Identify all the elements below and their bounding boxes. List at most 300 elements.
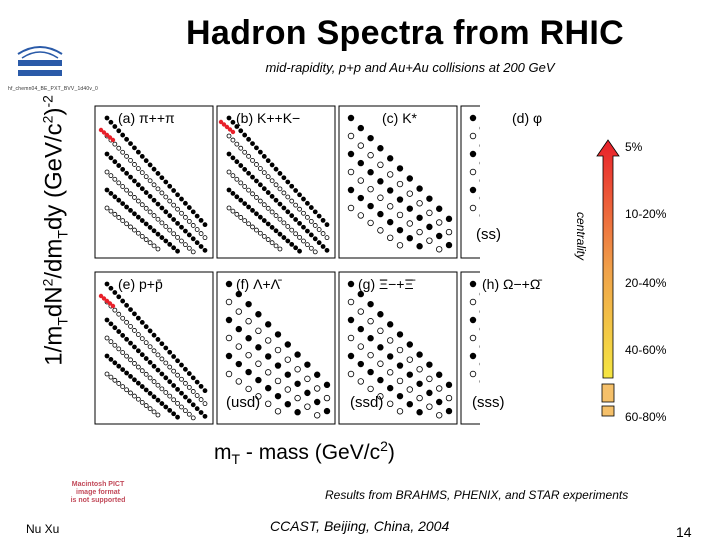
data-point — [239, 129, 243, 133]
data-point — [117, 347, 121, 351]
y-axis-label: $1/m_TdN^2/dm_Tdy$ $(GeV/c^2)^{-2}$ — [39, 95, 71, 366]
data-point — [368, 135, 374, 141]
data-point — [305, 243, 309, 247]
quark-content-h: (sss) — [472, 394, 505, 411]
data-point — [358, 361, 364, 367]
data-point — [243, 202, 247, 206]
data-point — [274, 198, 278, 202]
data-point — [109, 286, 113, 290]
data-point — [195, 380, 199, 384]
data-point — [290, 184, 294, 188]
data-point — [417, 215, 423, 221]
data-point — [203, 248, 207, 252]
data-point — [348, 281, 354, 287]
data-point — [436, 372, 442, 378]
data-point — [309, 246, 313, 250]
data-point — [164, 390, 168, 394]
data-point — [282, 191, 286, 195]
spectra-panels — [85, 100, 480, 440]
data-point — [368, 203, 374, 209]
data-point — [348, 187, 354, 193]
data-point — [309, 206, 313, 210]
data-point — [317, 214, 321, 218]
data-point — [407, 235, 413, 241]
data-point — [109, 340, 113, 344]
data-point — [109, 209, 113, 213]
data-point — [470, 115, 476, 121]
data-point — [136, 199, 140, 203]
data-point — [203, 414, 207, 418]
data-point — [176, 193, 180, 197]
data-point — [148, 407, 152, 411]
data-point — [251, 175, 255, 179]
data-point — [266, 238, 270, 242]
data-point — [203, 223, 207, 227]
data-point — [397, 332, 403, 338]
data-point — [247, 137, 251, 141]
data-point — [136, 381, 140, 385]
spectra-panel-b — [217, 106, 335, 258]
data-point — [121, 133, 125, 137]
data-point — [168, 242, 172, 246]
data-point — [358, 178, 364, 184]
data-point — [125, 337, 129, 341]
data-point — [266, 222, 270, 226]
pp-data-point — [111, 138, 115, 142]
spectra-panel-c — [339, 106, 457, 258]
data-point — [117, 312, 121, 316]
data-point — [172, 355, 176, 359]
data-point — [274, 244, 278, 248]
data-point — [290, 199, 294, 203]
data-point — [187, 219, 191, 223]
data-point — [113, 125, 117, 129]
panel-a-label: (a) π++π — [118, 110, 175, 126]
data-point — [172, 412, 176, 416]
data-point — [358, 291, 364, 297]
data-point — [187, 372, 191, 376]
data-point — [348, 169, 354, 175]
data-point — [285, 401, 291, 407]
data-point — [348, 335, 354, 341]
data-point — [378, 361, 384, 367]
data-point — [168, 199, 172, 203]
data-point — [183, 381, 187, 385]
data-point — [203, 236, 207, 240]
data-point — [156, 202, 160, 206]
data-point — [129, 158, 133, 162]
data-point — [140, 187, 144, 191]
data-point — [270, 179, 274, 183]
data-point — [187, 206, 191, 210]
data-point — [132, 312, 136, 316]
data-point — [397, 197, 403, 203]
data-point — [195, 407, 199, 411]
data-point — [140, 171, 144, 175]
data-point — [179, 211, 183, 215]
data-point — [256, 377, 262, 383]
data-point — [227, 188, 231, 192]
data-point — [348, 317, 354, 323]
data-point — [121, 167, 125, 171]
data-point — [179, 225, 183, 229]
data-point — [156, 413, 160, 417]
data-point — [125, 205, 129, 209]
data-point — [446, 408, 452, 414]
data-point — [132, 378, 136, 382]
data-point — [144, 404, 148, 408]
data-point — [286, 210, 290, 214]
data-point — [446, 229, 452, 235]
data-point — [195, 214, 199, 218]
data-point — [227, 206, 231, 210]
data-point — [231, 156, 235, 160]
data-point — [258, 215, 262, 219]
data-point — [251, 192, 255, 196]
pp-data-point — [231, 130, 235, 134]
data-point — [129, 391, 133, 395]
data-point — [140, 234, 144, 238]
data-point — [168, 228, 172, 232]
data-point — [270, 163, 274, 167]
data-point — [446, 395, 452, 401]
data-point — [387, 156, 393, 162]
data-point — [265, 385, 271, 391]
data-point — [105, 318, 109, 322]
data-point — [305, 376, 311, 382]
data-point — [470, 133, 476, 139]
data-point — [164, 210, 168, 214]
data-point — [270, 210, 274, 214]
data-point — [172, 384, 176, 388]
data-point — [247, 188, 251, 192]
data-point — [156, 398, 160, 402]
data-point — [314, 412, 320, 418]
data-point — [132, 179, 136, 183]
data-point — [298, 221, 302, 225]
data-point — [168, 214, 172, 218]
data-point — [164, 195, 168, 199]
panel-h-label: (h) Ω−+Ω̄ — [482, 276, 541, 292]
data-point — [305, 215, 309, 219]
data-point — [105, 372, 109, 376]
data-point — [109, 191, 113, 195]
data-point — [187, 385, 191, 389]
data-point — [117, 164, 121, 168]
data-point — [286, 180, 290, 184]
data-point — [358, 195, 364, 201]
data-point — [105, 206, 109, 210]
data-point — [368, 352, 374, 358]
data-point — [387, 204, 393, 210]
data-point — [231, 191, 235, 195]
data-point — [314, 399, 320, 405]
data-point — [144, 357, 148, 361]
svg-text:image format: image format — [76, 489, 120, 496]
data-point — [164, 224, 168, 228]
data-point — [417, 186, 423, 192]
data-point — [140, 219, 144, 223]
data-point — [358, 309, 364, 315]
data-point — [254, 162, 258, 166]
data-point — [160, 342, 164, 346]
data-point — [129, 374, 133, 378]
data-point — [117, 181, 121, 185]
data-point — [358, 125, 364, 131]
data-point — [294, 189, 298, 193]
data-point — [397, 242, 403, 248]
data-point — [358, 344, 364, 350]
data-point — [407, 176, 413, 182]
data-point — [176, 207, 180, 211]
data-point — [179, 391, 183, 395]
page-subtitle: mid-rapidity, p+p and Au+Au collisions at 200 GeV — [265, 60, 555, 75]
data-point — [254, 228, 258, 232]
data-point — [160, 176, 164, 180]
data-point — [129, 175, 133, 179]
data-point — [275, 347, 281, 353]
data-point — [172, 398, 176, 402]
data-point — [156, 171, 160, 175]
data-point — [164, 376, 168, 380]
data-point — [378, 328, 384, 334]
data-point — [191, 210, 195, 214]
data-point — [266, 206, 270, 210]
data-point — [314, 386, 320, 392]
data-point — [113, 378, 117, 382]
data-point — [274, 183, 278, 187]
data-point — [183, 367, 187, 371]
data-point — [378, 179, 384, 185]
data-point — [470, 187, 476, 193]
data-point — [125, 320, 129, 324]
data-point — [191, 250, 195, 254]
data-point — [148, 376, 152, 380]
data-point — [295, 366, 301, 372]
data-point — [109, 120, 113, 124]
data-point — [378, 211, 384, 217]
data-point — [436, 206, 442, 212]
data-point — [387, 322, 393, 328]
data-point — [470, 205, 476, 211]
data-point — [121, 368, 125, 372]
data-point — [156, 217, 160, 221]
data-point — [156, 187, 160, 191]
data-point — [397, 181, 403, 187]
data-point — [136, 215, 140, 219]
data-point — [305, 390, 311, 396]
data-point — [436, 399, 442, 405]
data-point — [125, 222, 129, 226]
footer-venue: CCAST, Beijing, China, 2004 — [270, 518, 450, 534]
data-point — [148, 163, 152, 167]
data-point — [199, 245, 203, 249]
data-point — [378, 345, 384, 351]
data-point — [285, 387, 291, 393]
data-point — [417, 352, 423, 358]
data-point — [144, 372, 148, 376]
data-point — [136, 349, 140, 353]
data-point — [152, 229, 156, 233]
data-point — [325, 248, 329, 252]
data-point — [168, 365, 172, 369]
data-point — [195, 241, 199, 245]
data-point — [266, 175, 270, 179]
data-point — [176, 401, 180, 405]
data-point — [148, 345, 152, 349]
data-point — [278, 202, 282, 206]
data-point — [144, 206, 148, 210]
data-point — [314, 372, 320, 378]
data-point — [301, 239, 305, 243]
data-point — [397, 408, 403, 414]
data-point — [286, 239, 290, 243]
data-point — [266, 159, 270, 163]
data-point — [243, 150, 247, 154]
data-point — [243, 185, 247, 189]
data-point — [446, 382, 452, 388]
data-point — [152, 395, 156, 399]
data-point — [427, 376, 433, 382]
data-point — [183, 201, 187, 205]
data-point — [105, 170, 109, 174]
data-point — [246, 369, 252, 375]
data-point — [321, 218, 325, 222]
data-point — [275, 378, 281, 384]
data-point — [140, 400, 144, 404]
data-point — [239, 181, 243, 185]
data-point — [129, 341, 133, 345]
data-point — [152, 410, 156, 414]
data-point — [301, 225, 305, 229]
quark-content-b: (ss) — [476, 226, 501, 243]
data-point — [125, 354, 129, 358]
data-point — [317, 228, 321, 232]
data-point — [286, 195, 290, 199]
data-point — [397, 363, 403, 369]
data-point — [256, 361, 262, 367]
data-point — [305, 201, 309, 205]
data-point — [262, 171, 266, 175]
data-point — [160, 221, 164, 225]
data-point — [290, 214, 294, 218]
data-point — [176, 373, 180, 377]
data-point — [258, 150, 262, 154]
data-point — [164, 361, 168, 365]
data-point — [397, 227, 403, 233]
data-point — [160, 357, 164, 361]
data-point — [231, 209, 235, 213]
data-point — [378, 145, 384, 151]
data-point — [199, 398, 203, 402]
data-point — [254, 212, 258, 216]
centrality-label: centrality — [574, 212, 588, 261]
data-point — [121, 385, 125, 389]
data-point — [226, 371, 232, 377]
data-point — [117, 364, 121, 368]
data-point — [262, 187, 266, 191]
data-point — [274, 229, 278, 233]
data-point — [136, 150, 140, 154]
data-point — [285, 357, 291, 363]
data-point — [278, 217, 282, 221]
data-point — [387, 370, 393, 376]
data-point — [317, 241, 321, 245]
data-point — [368, 152, 374, 158]
data-point — [236, 361, 242, 367]
data-point — [313, 237, 317, 241]
data-point — [231, 174, 235, 178]
data-point — [239, 164, 243, 168]
unsupported-image-placeholder — [24, 478, 172, 504]
data-point — [427, 210, 433, 216]
data-point — [436, 246, 442, 252]
data-point — [235, 160, 239, 164]
data-point — [148, 391, 152, 395]
data-point — [324, 408, 330, 414]
data-point — [105, 116, 109, 120]
data-point — [191, 376, 195, 380]
data-point — [136, 183, 140, 187]
svg-text:is not supported: is not supported — [70, 497, 126, 504]
data-point — [140, 369, 144, 373]
data-point — [168, 184, 172, 188]
data-point — [313, 250, 317, 254]
data-point — [470, 335, 476, 341]
data-point — [309, 233, 313, 237]
data-point — [152, 244, 156, 248]
data-point — [164, 239, 168, 243]
data-point — [168, 350, 172, 354]
data-point — [407, 191, 413, 197]
panel-c-label: (c) K* — [382, 110, 417, 126]
data-point — [183, 229, 187, 233]
data-point — [295, 352, 301, 358]
data-point — [231, 120, 235, 124]
data-point — [251, 208, 255, 212]
data-point — [176, 221, 180, 225]
data-point — [235, 177, 239, 181]
data-point — [321, 232, 325, 236]
data-point — [278, 187, 282, 191]
data-point — [125, 171, 129, 175]
data-point — [235, 212, 239, 216]
data-point — [265, 338, 271, 344]
data-point — [358, 143, 364, 149]
data-point — [129, 358, 133, 362]
data-point — [324, 395, 330, 401]
data-point — [156, 232, 160, 236]
data-point — [270, 225, 274, 229]
data-point — [368, 186, 374, 192]
data-point — [187, 412, 191, 416]
data-point — [176, 387, 180, 391]
data-point — [282, 206, 286, 210]
data-point — [285, 342, 291, 348]
data-point — [265, 370, 271, 376]
data-point — [117, 381, 121, 385]
data-point — [172, 246, 176, 250]
data-point — [176, 235, 180, 239]
page-number: 14 — [676, 524, 692, 540]
centrality-level-3: 40-60% — [625, 343, 667, 357]
data-point — [152, 214, 156, 218]
data-point — [152, 183, 156, 187]
data-point — [324, 382, 330, 388]
data-point — [470, 151, 476, 157]
data-point — [254, 179, 258, 183]
data-point — [117, 215, 121, 219]
